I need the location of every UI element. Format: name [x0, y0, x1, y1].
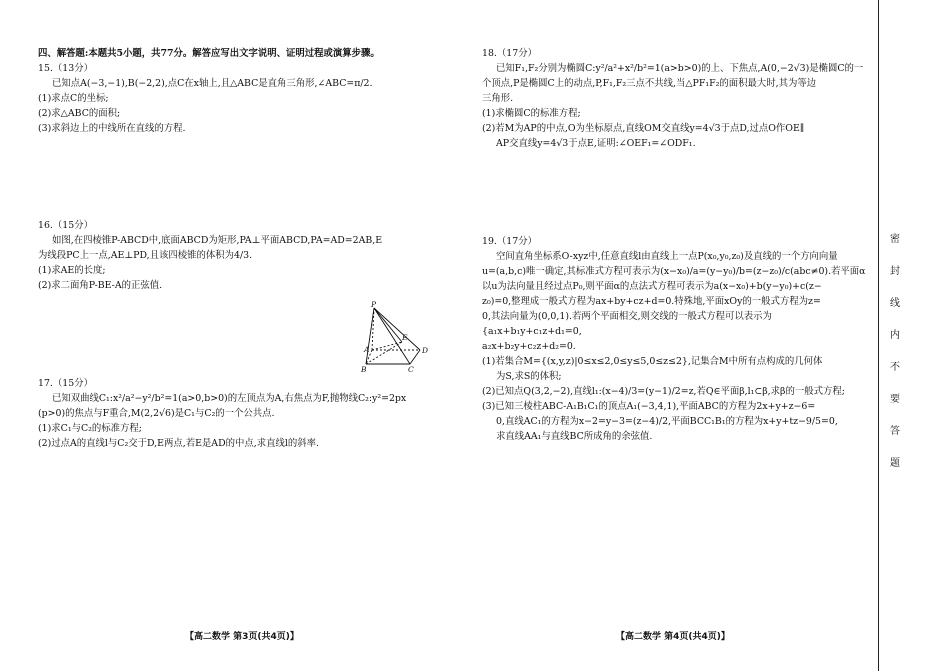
page-footer-right: 【高二数学 第4页(共4页)】: [616, 632, 730, 642]
q19-stem: 以u为法向量且经过点P₀,则平面α的点法式方程可表示为a(x−x₀)+b(y−y₀)+c(z−: [482, 281, 822, 292]
figure-label-e: E: [402, 333, 408, 342]
q16-stem: 为线段PC上一点,AE⊥PD,且该四棱锥的体积为4/3.: [38, 250, 253, 261]
seal-char: 要: [890, 394, 900, 405]
figure-label-b: B: [361, 365, 367, 374]
q15-part: (2)求△ABC的面积;: [38, 108, 121, 119]
seal-char: 封: [890, 266, 900, 277]
q19-stem: 空间直角坐标系O-xyz中,任意直线l由直线上一点P(x₀,y₀,z₀)及直线的一个方向向量: [496, 251, 838, 262]
seal-char: 不: [890, 362, 900, 373]
binding-margin: [870, 0, 950, 671]
q16-part: (1)求AE的长度;: [38, 265, 106, 276]
q19-part: 求直线AA₁与直线BC所成角的余弦值.: [496, 431, 653, 442]
q18-part: (2)若M为AP的中点,O为坐标原点,直线OM交直线y=4√3于点D,过点O作OE∥: [482, 123, 805, 134]
q17-part: (1)求C₁与C₂的标准方程;: [38, 423, 142, 434]
q19-system-eq: {a₁x+b₁y+c₁z+d₁=0,: [482, 326, 582, 337]
q16-stem: 如图,在四棱锥P-ABCD中,底面ABCD为矩形,PA⊥平面ABCD,PA=AD=2AB,E: [52, 235, 383, 246]
q19-part: 0,直线AC₁的方程为x−2=y−3=(z−4)/2,平面BCC₁B₁的方程为x+y+tz−9/5=0,: [496, 416, 838, 427]
q19-system-eq: a₂x+b₂y+c₂z+d₂=0.: [482, 341, 576, 352]
q19-stem: 0,其法向量为(0,0,1).若两个平面相交,则交线的一般式方程可以表示为: [482, 311, 772, 322]
q17-part: (2)过点A的直线l与C₂交于D,E两点,若E是AD的中点,求直线l的斜率.: [38, 438, 319, 449]
q19-part: (1)若集合M={(x,y,z)|0≤x≤2,0≤y≤5,0≤z≤2},记集合M中所有点构成的几何体: [482, 356, 823, 367]
q16-part: (2)求二面角P-BE-A的正弦值.: [38, 280, 163, 291]
q15-stem: 已知点A(−3,−1),B(−2,2),点C在x轴上,且△ABC是直角三角形,∠ABC=π/2.: [52, 78, 373, 89]
page-footer-left: 【高二数学 第3页(共4页)】: [185, 632, 299, 642]
q18-part: (1)求椭圆C的标准方程;: [482, 108, 581, 119]
q18-stem: 个顶点,P是椭圆C上的动点,P,F₁,F₂三点不共线,当△PF₁F₂的面积最大时,其为等边: [482, 78, 817, 89]
q19-stem: u=(a,b,c)唯一确定,其标准式方程可表示为(x−x₀)/a=(y−y₀)/b=(z−z₀)/c(abc≠0).若平面α: [482, 266, 866, 277]
section-header: 四、解答题:本题共5小题，共77分。解答应写出文字说明、证明过程或演算步骤。: [38, 48, 380, 59]
left-column: [38, 46, 418, 451]
figure-label-d: D: [422, 346, 429, 355]
binding-line: [878, 0, 879, 671]
seal-char: 线: [890, 298, 900, 309]
right-column: [482, 46, 864, 444]
q17-stem: (p>0)的焦点与F重合,M(2,2√6)是C₁与C₂的一个公共点.: [38, 408, 275, 419]
q17-stem: 已知双曲线C₁:x²/a²−y²/b²=1(a>0,b>0)的左顶点为A,右焦点为F,抛物线C₂:y²=2px: [52, 393, 407, 404]
seal-char: 内: [890, 330, 900, 341]
q15-part: (3)求斜边上的中线所在直线的方程.: [38, 123, 186, 134]
q18-stem: 三角形.: [482, 93, 514, 104]
figure-label-c: C: [408, 365, 414, 374]
q17-title: 17.（15分）: [38, 378, 93, 389]
q19-title: 19.（17分）: [482, 236, 537, 247]
seal-char: 密: [890, 234, 900, 245]
q15-part: (1)求点C的坐标;: [38, 93, 109, 104]
q19-part: 为S,求S的体积;: [496, 371, 562, 382]
figure-label-a: A: [364, 345, 370, 354]
q19-stem: z₀)=0,整理成一般式方程为ax+by+cz+d=0.特殊地,平面xOy的一般式方程为z=: [482, 296, 821, 307]
q19-part: (3)已知三棱柱ABC-A₁B₁C₁的顶点A₁(−3,4,1),平面ABC的方程为2x+y+z−6=: [482, 401, 816, 412]
seal-char: 答: [890, 426, 900, 437]
pyramid-figure: [358, 300, 434, 374]
q18-title: 18.（17分）: [482, 48, 537, 59]
q19-part: (2)已知点Q(3,2,−2),直线l₁:(x−4)/3=(y−1)/2=z,若Q∈平面β,l₁⊂β,求β的一般式方程;: [482, 386, 845, 397]
q18-stem: 已知F₁,F₂分别为椭圆C:y²/a²+x²/b²=1(a>b>0)的上、下焦点,A(0,−2√3)是椭圆C的一: [496, 63, 864, 74]
figure-label-p: P: [371, 300, 377, 309]
q15-title: 15.（13分）: [38, 63, 93, 74]
q16-title: 16.（15分）: [38, 220, 93, 231]
seal-char: 题: [890, 458, 900, 469]
q18-part: AP交直线y=4√3于点E,证明:∠OEF₁=∠ODF₁.: [496, 138, 696, 149]
